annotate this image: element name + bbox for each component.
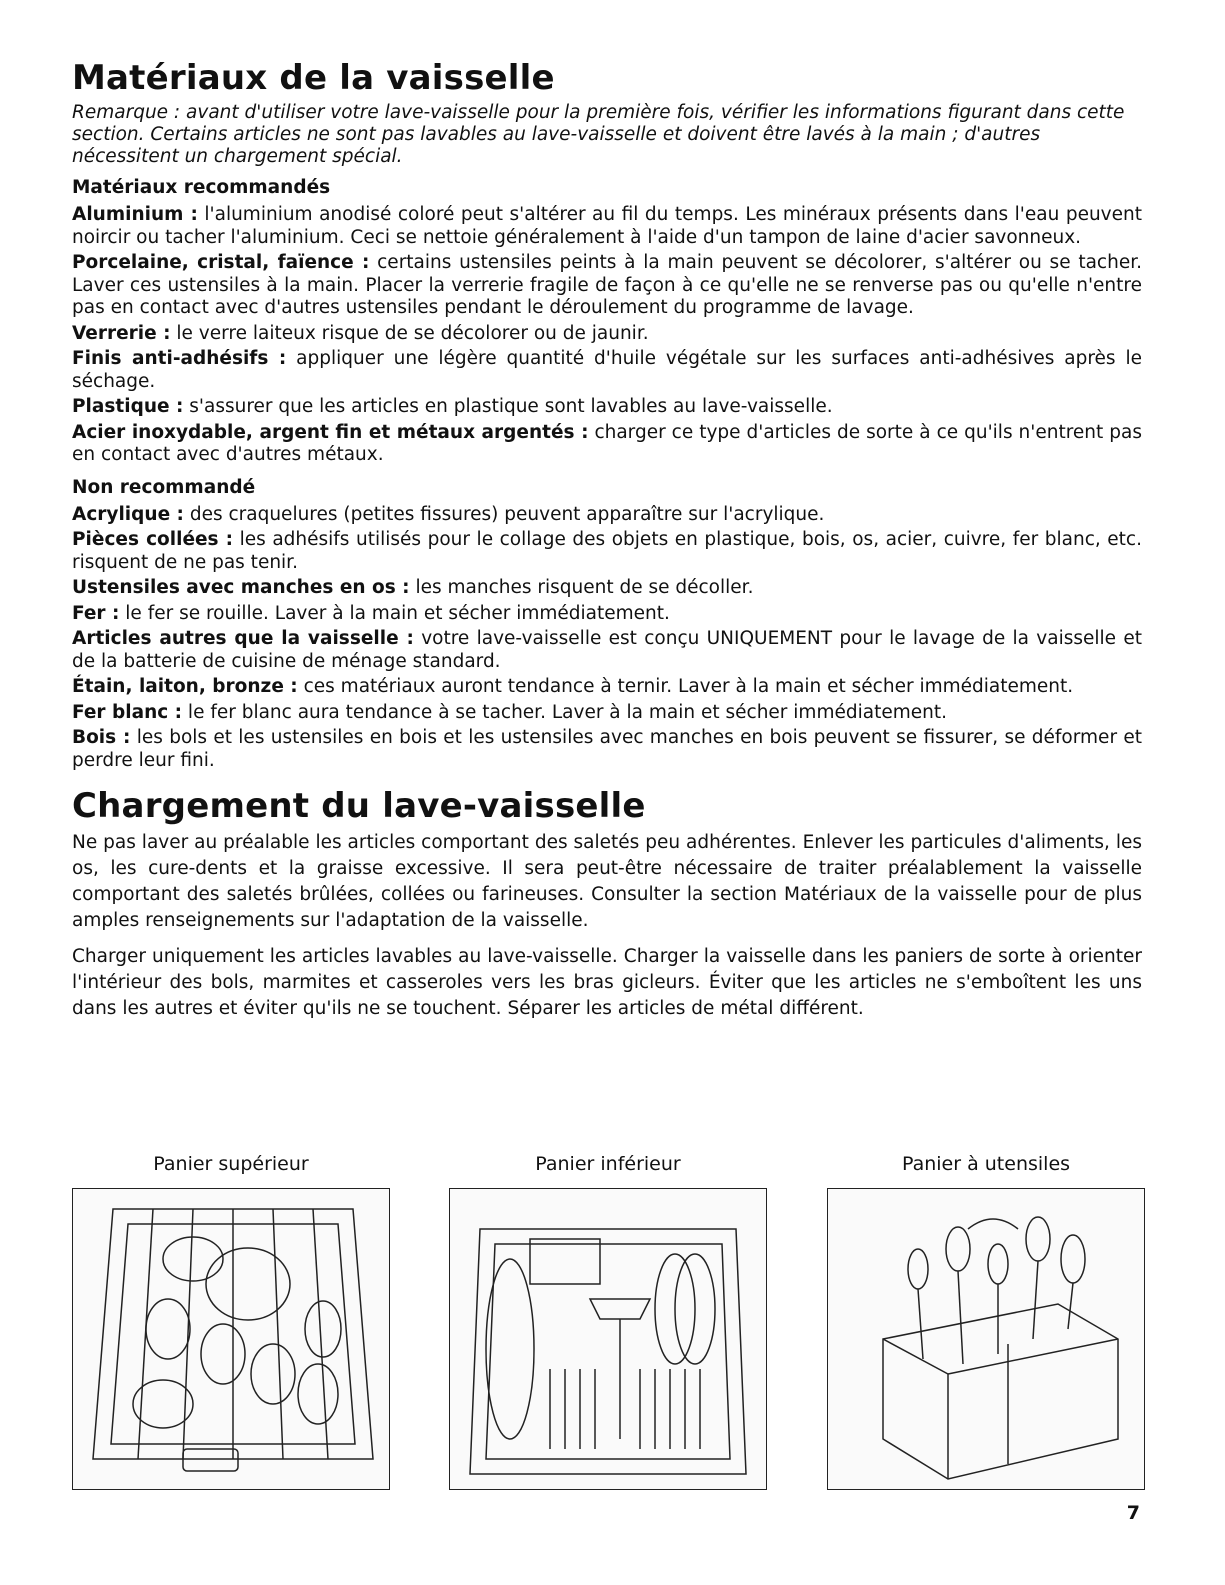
item-term: Étain, laiton, bronze : xyxy=(72,676,298,697)
list-item xyxy=(72,577,1142,600)
item-text: charger ce type d'articles de sorte à ce qu'ils n'entrent pas en contact avec d'autres métaux. xyxy=(72,421,1142,465)
item-text: appliquer une légère quantité d'huile végétale sur les surfaces anti-adhésives après le séchage. xyxy=(72,348,1143,392)
section-title-loading: Chargement du lave-vaisselle xyxy=(72,786,646,826)
list-item xyxy=(72,396,1142,419)
item-text: le fer se rouille. Laver à la main et sécher immédiatement. xyxy=(119,602,670,624)
item-text: votre lave-vaisselle est conçu UNIQUEMENT pour le lavage de la vaisselle et de la batterie de cuisine de ménage standard. xyxy=(72,628,1142,672)
figure-caption: Panier inférieur xyxy=(535,1153,681,1175)
list-item xyxy=(72,504,1142,527)
list-item xyxy=(72,727,1142,772)
list-item xyxy=(72,603,1142,626)
figure-caption: Panier supérieur xyxy=(153,1153,309,1175)
upper-rack-illustration xyxy=(72,1188,390,1490)
item-term: Acrylique : xyxy=(72,503,184,525)
item-term: Bois : xyxy=(72,727,131,748)
recommended-list xyxy=(72,204,1142,467)
item-term: Aluminium : xyxy=(72,204,198,225)
list-item xyxy=(72,323,1142,346)
item-text: l'aluminium anodisé coloré peut s'altérer au fil du temps. Les minéraux présents dans l'eau peuvent noircir ou tacher l'aluminium. Ceci se nettoie généralement à l'aide d'un tampon de laine d'acier savonneux. xyxy=(72,204,1142,248)
item-text: les adhésifs utilisés pour le collage des objets en plastique, bois, os, acier, cuivre, fer blanc, etc. risquent de ne pas tenir. xyxy=(72,529,1142,573)
list-item xyxy=(72,702,1142,725)
figure-utensil-basket xyxy=(827,1152,1145,1490)
list-item xyxy=(72,422,1142,467)
item-term: Plastique : xyxy=(72,396,184,417)
list-item xyxy=(72,676,1142,699)
not-recommended-list xyxy=(72,504,1142,773)
item-term: Porcelaine, cristal, faïence : xyxy=(72,252,370,273)
list-item xyxy=(72,348,1142,393)
list-item xyxy=(72,529,1142,574)
item-term: Ustensiles avec manches en os : xyxy=(72,577,410,598)
figure-lower-rack xyxy=(449,1152,767,1490)
item-text: s'assurer que les articles en plastique sont lavables au lave-vaisselle. xyxy=(183,396,833,417)
loading-paragraph-2: Charger uniquement les articles lavables au lave-vaisselle. Charger la vaisselle dans les paniers de sorte à orienter l'intérieur des bols, marmites et casseroles vers les bras gicleurs. Éviter que les articles ne s'emboîtent les uns dans les autres et éviter qu'ils ne se touchent. Séparer les articles de métal différent. xyxy=(72,946,1142,1019)
page-number: 7 xyxy=(1126,1502,1140,1524)
item-term: Finis anti-adhésifs : xyxy=(72,348,287,369)
figure-upper-rack xyxy=(72,1152,390,1490)
item-text: des craquelures (petites fissures) peuvent apparaître sur l'acrylique. xyxy=(183,503,825,525)
list-item xyxy=(72,204,1142,249)
recommended-heading: Matériaux recommandés xyxy=(72,177,331,198)
item-text: le fer blanc aura tendance à se tacher. Laver à la main et sécher immédiatement. xyxy=(182,701,947,723)
item-text: les manches risquent de se décoller. xyxy=(409,577,754,598)
section-title-materials: Matériaux de la vaisselle xyxy=(72,58,555,98)
item-term: Fer : xyxy=(72,602,120,624)
utensil-basket-illustration xyxy=(827,1188,1145,1490)
item-text: certains ustensiles peints à la main peuvent se décolorer, s'altérer ou se tacher. Laver ces ustensiles à la main. Placer la verrerie fragile de façon à ce qu'elle ne se renverse pas ou qu'elle n'entre pas en contact avec d'autres ustensiles pendant le déroulement du programme de lavage. xyxy=(72,252,1142,318)
item-term: Acier inoxydable, argent fin et métaux argentés : xyxy=(72,421,589,443)
item-text: les bols et les ustensiles en bois et les ustensiles avec manches en bois peuvent se fissurer, se déformer et perdre leur fini. xyxy=(72,727,1142,771)
item-text: ces matériaux auront tendance à ternir. Laver à la main et sécher immédiatement. xyxy=(297,676,1074,697)
item-term: Fer blanc : xyxy=(72,701,183,723)
figure-caption: Panier à utensiles xyxy=(901,1153,1071,1175)
page-content xyxy=(72,58,1142,1032)
lower-rack-illustration xyxy=(449,1188,767,1490)
list-item xyxy=(72,628,1142,673)
item-term: Articles autres que la vaisselle : xyxy=(72,628,414,649)
figures-row xyxy=(72,1152,1144,1492)
list-item xyxy=(72,252,1142,320)
item-text: le verre laiteux risque de se décolorer ou de jaunir. xyxy=(170,322,649,344)
not-recommended-heading: Non recommandé xyxy=(72,476,256,498)
loading-paragraph-1: Ne pas laver au préalable les articles comportant des saletés peu adhérentes. Enlever les particules d'aliments, les os, les cure-dents et la graisse excessive. Il sera peut-être nécessaire de traiter préalablement la vaisselle comportant des saletés brûlées, collées ou farineuses. Consulter la section Matériaux de la vaisselle pour de plus amples renseignements sur l'adaptation de la vaisselle. xyxy=(72,832,1142,931)
item-term: Verrerie : xyxy=(72,322,171,344)
note-paragraph: Remarque : avant d'utiliser votre lave-vaisselle pour la première fois, vérifier les informations figurant dans cette section. Certains articles ne sont pas lavables au lave-vaisselle et doivent être lavés à la main ; d'autres nécessitent un chargement spécial. xyxy=(72,102,1125,167)
item-term: Pièces collées : xyxy=(72,529,234,550)
